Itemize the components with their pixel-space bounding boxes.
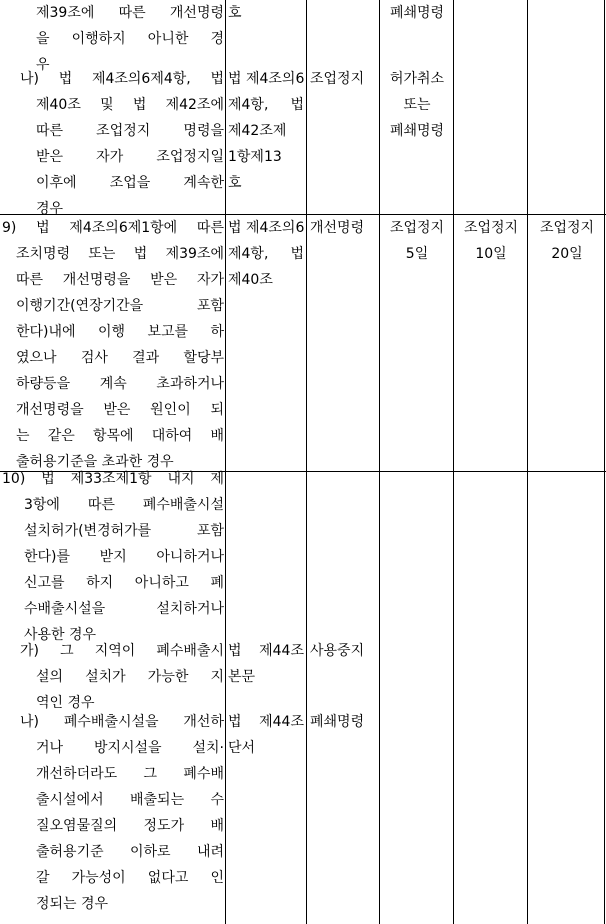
cell-line: 갈 가능성이 없다고 인 xyxy=(36,870,224,886)
violation-cell xyxy=(20,66,224,92)
cell-line: 법 제4조의6 xyxy=(228,220,305,236)
cell-line: 는 같은 항목에 대하여 배 xyxy=(16,428,224,444)
first-violation-cell xyxy=(381,0,453,26)
violation-cell xyxy=(24,492,224,648)
violation-cell xyxy=(36,92,224,222)
penalty-cell xyxy=(310,66,378,92)
cell-line: 이후에 조업을 계속한 xyxy=(36,175,224,191)
cell-line: 3항에 따른 폐수배출시설 xyxy=(24,497,224,513)
violation-cell xyxy=(2,215,224,241)
cell-line: 받은 자가 조업정지일 xyxy=(36,149,224,165)
basis-cell xyxy=(228,638,304,690)
cell-line: 개선명령 xyxy=(310,220,365,236)
cell-line: 출허용기준을 초과한 경우 xyxy=(16,454,174,470)
column-divider xyxy=(225,0,226,924)
cell-line: 수배출시설을 설치하거나 xyxy=(24,601,224,617)
cell-line: 따른 개선명령을 받은 자가 xyxy=(16,272,224,288)
cell-line: 조업정지 xyxy=(389,220,445,236)
cell-line: 가) 그 지역이 폐수배출시 xyxy=(20,643,224,659)
cell-line: 10일 xyxy=(475,246,507,262)
cell-line: 개선명령을 받은 원인이 되 xyxy=(16,402,224,418)
cell-line: 허가취소 xyxy=(389,71,445,87)
cell-line: 조업정지 xyxy=(463,220,519,236)
cell-line: 폐쇄명령 xyxy=(389,123,445,139)
cell-line: 폐쇄명령 xyxy=(389,5,445,21)
cell-line: 따른 조업정지 명령을 xyxy=(36,123,224,139)
cell-line: 한다)내에 이행 보고를 하 xyxy=(16,324,224,340)
cell-line: 사용한 경우 xyxy=(24,627,97,643)
cell-line: 역인 경우 xyxy=(36,695,95,711)
cell-line: 제40조 및 법 제42조에 xyxy=(36,97,224,113)
cell-line: 설치허가(변경허가를 포함 xyxy=(24,523,224,539)
cell-line: 10) 법 제33조제1항 내지 제 xyxy=(2,471,224,487)
cell-line: 사용중지 xyxy=(310,643,365,659)
cell-line: 본문 xyxy=(228,669,256,685)
column-divider xyxy=(379,0,380,924)
basis-cell xyxy=(228,0,304,26)
cell-line: 법 제4조의6 xyxy=(228,71,305,87)
first-violation-cell xyxy=(381,215,453,267)
cell-line: 또는 xyxy=(403,97,431,113)
basis-cell xyxy=(228,215,304,293)
cell-line: 경우 xyxy=(36,201,64,217)
cell-line: 호 xyxy=(228,5,242,21)
violation-cell xyxy=(36,735,224,917)
cell-line: 신고를 하지 아니하고 폐 xyxy=(24,575,224,591)
cell-line: 20일 xyxy=(551,246,583,262)
cell-line: 호 xyxy=(228,175,242,191)
cell-line: 이행기간(연장기간을 포함 xyxy=(16,298,224,314)
cell-line: 조업정지 xyxy=(310,71,365,87)
cell-line: 거나 방지시설을 설치· xyxy=(36,740,224,756)
cell-line: 개선하더라도 그 폐수배 xyxy=(36,766,224,782)
column-divider xyxy=(527,0,528,924)
cell-line: 제39조에 따른 개선명령 xyxy=(36,5,224,21)
cell-line: 정되는 경우 xyxy=(36,896,109,912)
cell-line: 제42조제 xyxy=(228,123,287,139)
cell-line: 조업정지 xyxy=(539,220,595,236)
cell-line: 하량등을 계속 초과하거나 xyxy=(16,376,224,392)
cell-line: 법 제44조 xyxy=(228,643,304,659)
cell-line: 9) 법 제4조의6제1항에 따른 xyxy=(2,220,224,236)
cell-line: 출허용기준 이하로 내려 xyxy=(36,844,224,860)
cell-line: 조치명령 또는 법 제39조에 xyxy=(16,246,224,262)
second-violation-cell xyxy=(455,215,527,267)
basis-cell xyxy=(228,66,304,196)
violation-cell xyxy=(16,241,224,475)
cell-line: 나) 법 제4조의6제4항, 법 xyxy=(20,71,224,87)
first-violation-cell xyxy=(381,66,453,144)
violation-cell xyxy=(20,709,224,735)
cell-line: 1항제13 xyxy=(228,149,282,165)
basis-cell xyxy=(228,709,304,761)
cell-line: 였으나 검사 결과 할당부 xyxy=(16,350,224,366)
cell-line: 단서 xyxy=(228,740,256,756)
penalty-cell xyxy=(310,709,378,735)
penalty-cell xyxy=(310,215,378,241)
column-divider xyxy=(453,0,454,924)
cell-line: 제4항, 법 xyxy=(228,97,304,113)
cell-line: 설의 설치가 가능한 지 xyxy=(36,669,224,685)
column-divider xyxy=(306,0,307,924)
cell-line: 5일 xyxy=(405,246,429,262)
penalty-cell xyxy=(310,638,378,664)
cell-line: 출시설에서 배출되는 수 xyxy=(36,792,224,808)
cell-line: 제4항, 법 xyxy=(228,246,304,262)
cell-line: 제40조 xyxy=(228,272,273,288)
cell-line: 폐쇄명령 xyxy=(310,714,365,730)
column-divider xyxy=(604,0,605,924)
third-violation-cell xyxy=(529,215,605,267)
cell-line: 우 xyxy=(36,57,50,73)
cell-line: 나) 폐수배출시설을 개선하 xyxy=(20,714,224,730)
cell-line: 질오염물질의 정도가 배 xyxy=(36,818,224,834)
cell-line: 법 제44조 xyxy=(228,714,304,730)
violation-cell xyxy=(2,466,224,492)
violation-cell xyxy=(20,638,224,664)
cell-line: 한다)를 받지 아니하거나 xyxy=(24,549,224,565)
cell-line: 을 이행하지 아니한 경 xyxy=(36,31,224,47)
